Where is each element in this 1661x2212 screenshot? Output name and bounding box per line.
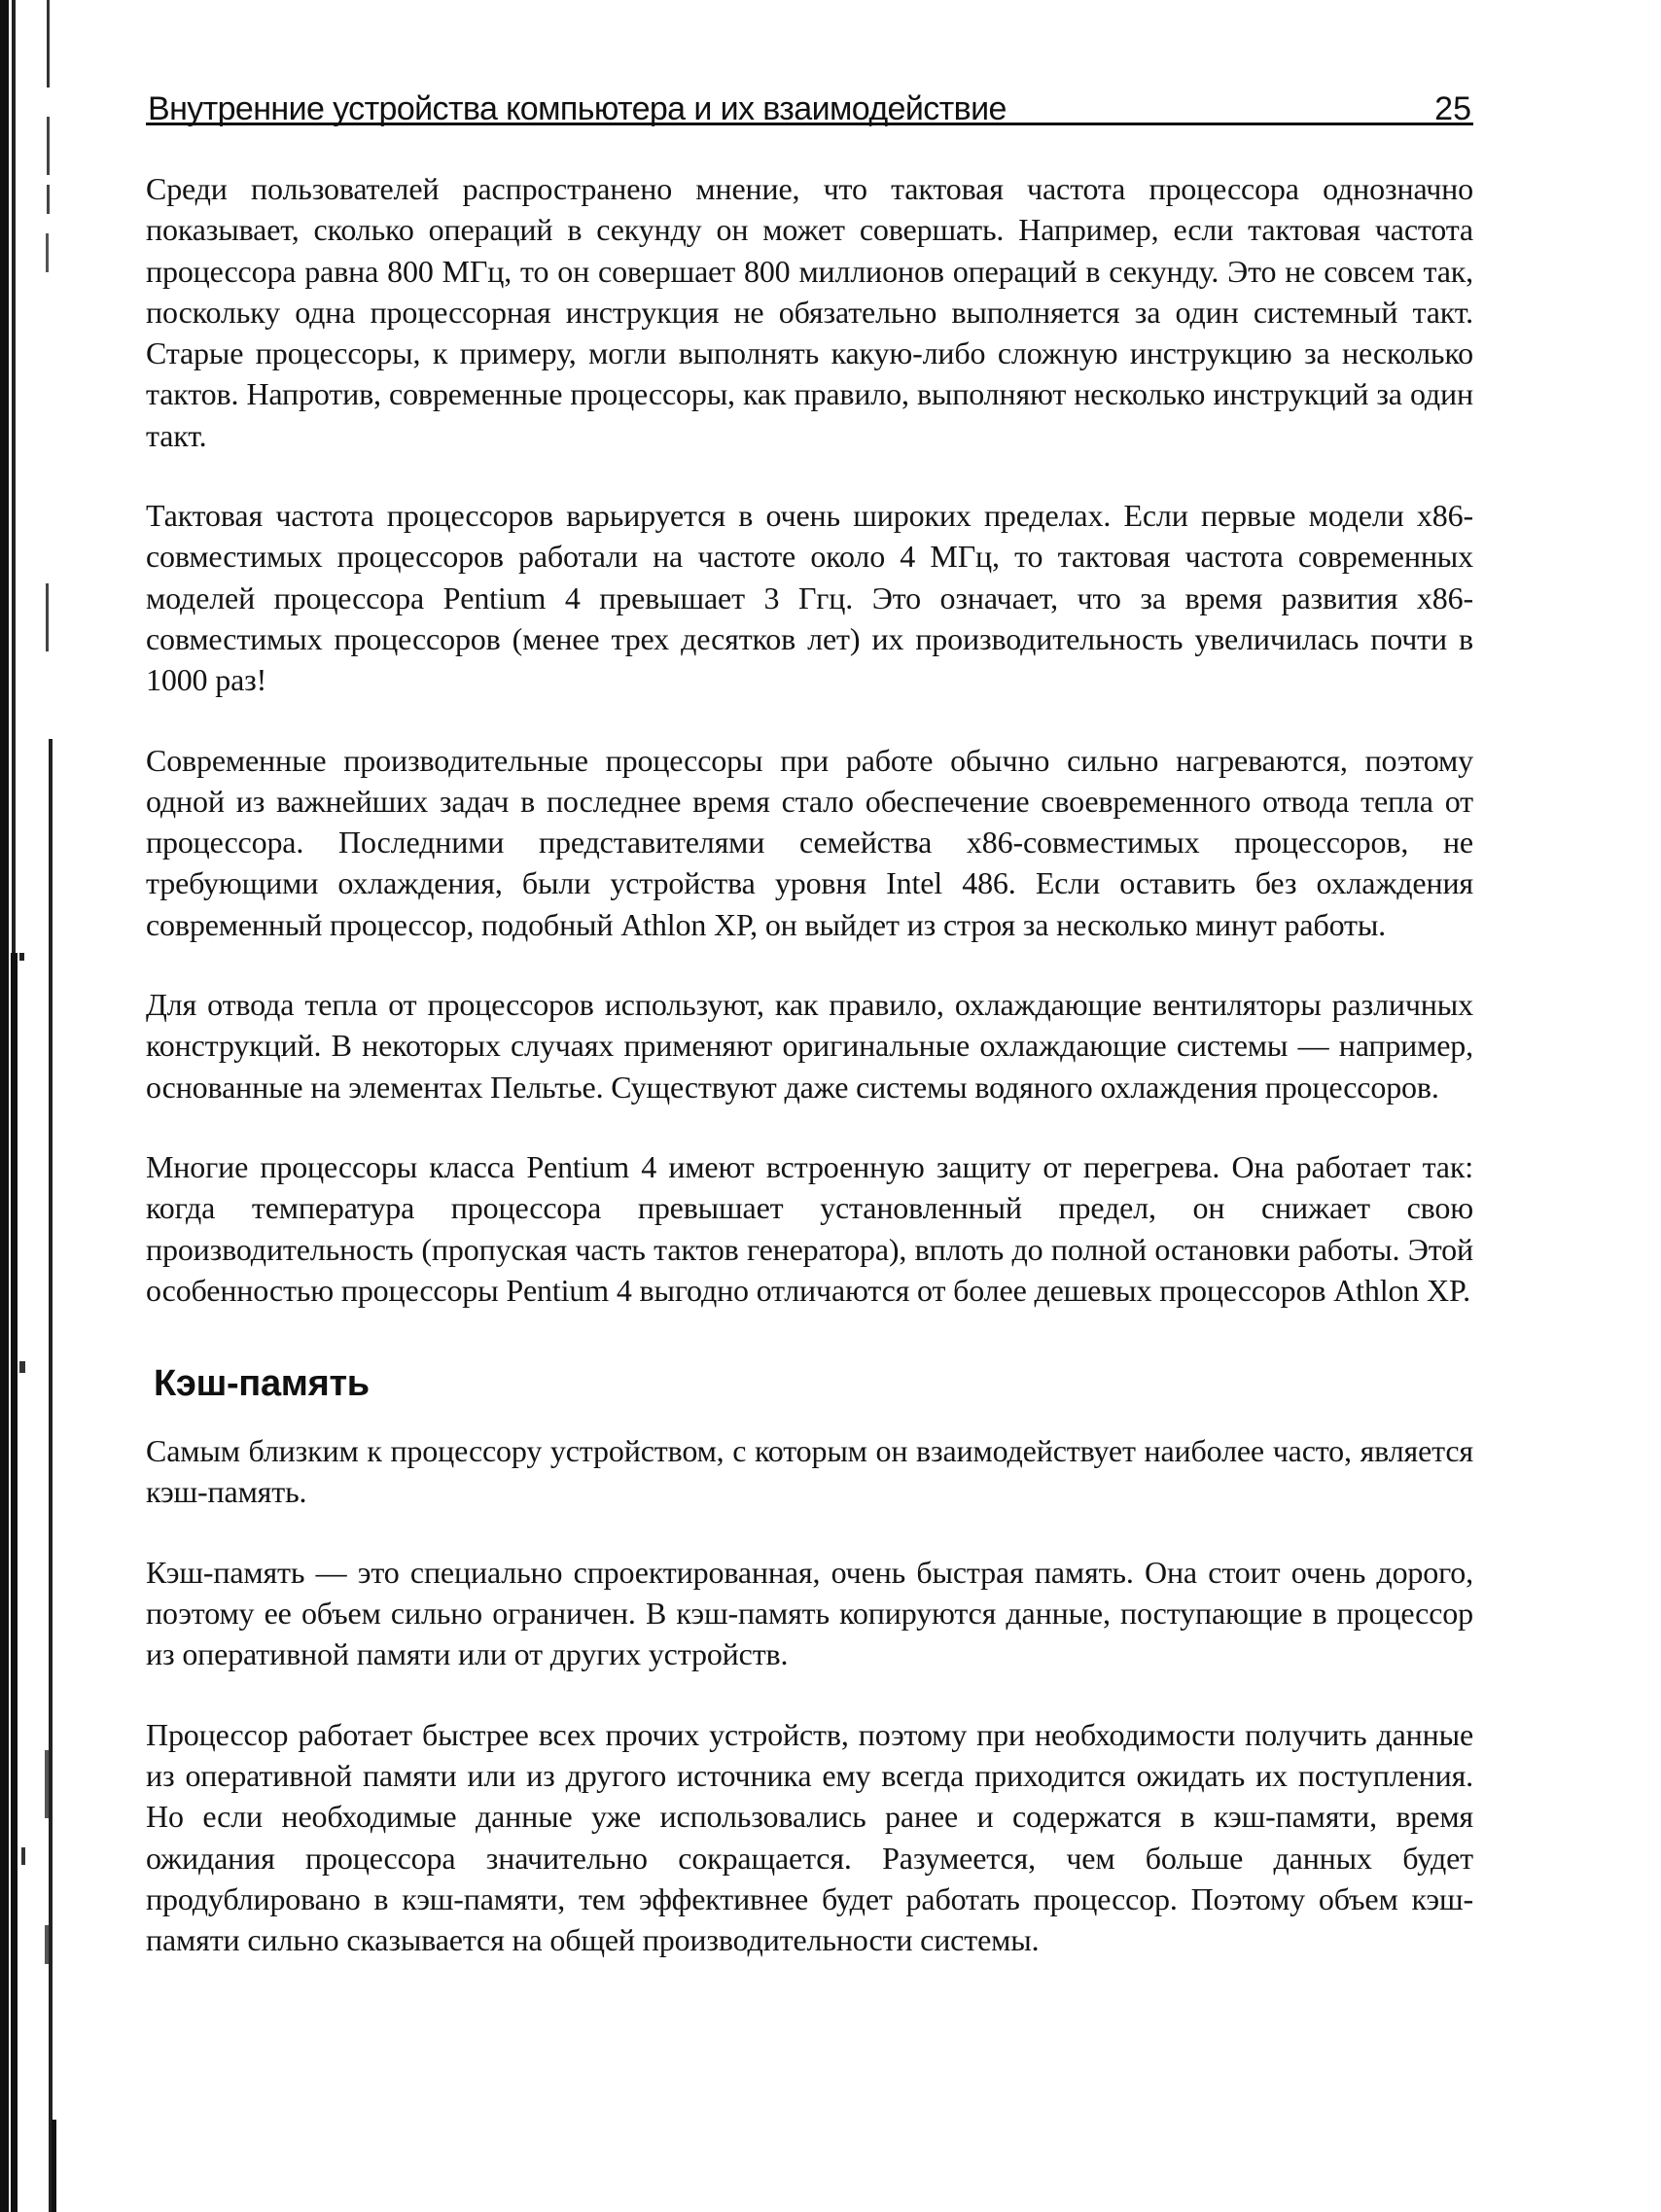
paragraph: Среди пользователей распространено мнение, что тактовая частота процессора однозначно показывает, сколько операций в секунду он может совершать. Например, если тактовая частота процессора равна 800 МГц, то он совершает 800 миллионов операций в секунду. Это не совсем так, поскольку одна процессорная инструкция не обязательно выполняется за один системный такт. Старые процессоры, к примеру, могли выполнять какую-либо сложную инструкцию за несколько тактов. Напротив, современные процессоры, как правило, выполняют несколько инструкций за один такт.	[146, 171, 1473, 453]
paragraph: Для отвода тепла от процессоров используют, как правило, охлаждающие вентиляторы различных конструкций. В некоторых случаях применяют оригинальные охлаждающие системы — например, основанные на элементах Пельтье. Существуют даже системы водяного охлаждения процессоров.	[146, 987, 1473, 1105]
paragraph: Тактовая частота процессоров варьируется в очень широких пределах. Если первые модели x86-совместимых процессоров работали на частоте около 4 МГц, то тактовая частота современных моделей процессора Pentium 4 превышает 3 Ггц. Это означает, что за время развития x86-совместимых процессоров (менее трех десятков лет) их производительность увеличилась почти в 1000 раз!	[146, 498, 1473, 698]
paragraph: Многие процессоры класса Pentium 4 имеют встроенную защиту от перегрева. Она работает так: когда температура процессора превышает установленный предел, он снижает свою производительность (пропуская часть тактов генератора), вплоть до полной остановки работы. Этой особенностью процессоры Pentium 4 выгодно отличаются от более дешевых процессоров Athlon XP.	[146, 1148, 1473, 1308]
paragraph: Процессор работает быстрее всех прочих устройств, поэтому при необходимости получить данные из оперативной памяти или из другого источника ему всегда приходится ожидать их поступления. Но если необходимые данные уже использовались ранее и содержатся в кэш-памяти, время ожидания процессора значительно сокращается. Разумеется, чем больше данных будет продублировано в кэш-памяти, тем эффективнее будет работать процессор. Поэтому объем кэш-памяти сильно сказывается на общей производительности системы.	[146, 1716, 1473, 1958]
running-title: Внутренние устройства компьютера и их взаимодействие	[148, 90, 1007, 127]
paragraph: Самым близким к процессору устройством, с которым он взаимодействует наиболее часто, является кэш-память.	[146, 1433, 1473, 1510]
running-header	[146, 72, 1473, 125]
section-heading: Кэш-память	[154, 1363, 370, 1405]
paragraph: Современные производительные процессоры при работе обычно сильно нагреваются, поэтому одной из важнейших задач в последнее время стало обеспечение своевременного отвода тепла от процессора. Последними представителями семейства x86-совместимых процессоров, не требующими охлаждения, были устройства уровня Intel 486. Если оставить без охлаждения современный процессор, подобный Athlon XP, он выйдет из строя за несколько минут работы.	[146, 742, 1473, 942]
scan-binding-edge	[0, 0, 68, 2212]
paragraph: Кэш-память — это специально спроектированная, очень быстрая память. Она стоит очень дорого, поэтому ее объем сильно ограничен. В кэш-память копируются данные, поступающие в процессор из оперативной памяти или от других устройств.	[146, 1554, 1473, 1672]
book-page	[146, 72, 1473, 1999]
page-number: 25	[1434, 90, 1471, 127]
